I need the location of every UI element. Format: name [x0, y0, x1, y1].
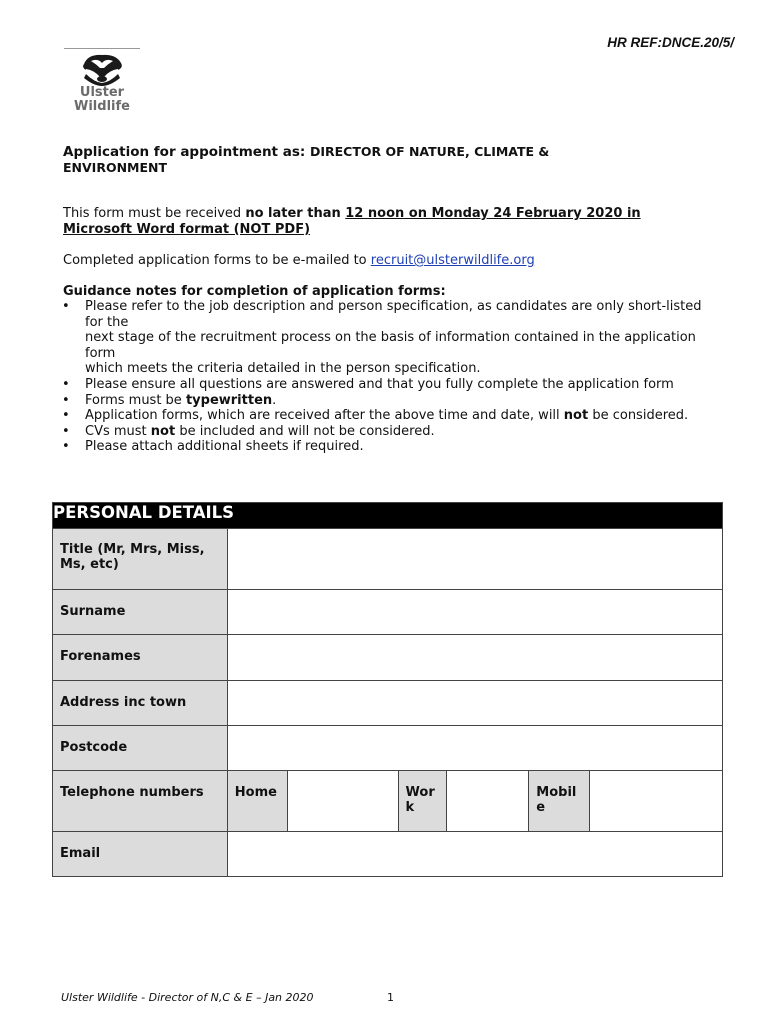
list-item [62, 299, 762, 377]
bullet-icon: • [62, 376, 70, 392]
postcode-field[interactable] [227, 726, 722, 771]
mobile-phone-field[interactable] [590, 771, 723, 832]
guidance-text: Please refer to the job description and person specification, as candidates are only short-listed [85, 299, 702, 314]
title-role-line2: ENVIRONMENT [63, 160, 168, 175]
bullet-icon: • [62, 423, 70, 439]
work-phone-field[interactable] [446, 771, 529, 832]
forenames-field[interactable] [227, 635, 722, 681]
work-phone-label [398, 771, 446, 832]
deadline-bold: no later than [245, 206, 346, 221]
guidance-text: which meets the criteria detailed in the person specification. [85, 361, 481, 377]
mobile-label-line1: Mobil [536, 785, 577, 800]
title-label-line1: Title (Mr, Mrs, Miss, [60, 542, 205, 557]
work-label-line2: k [405, 800, 415, 815]
guidance-text: be considered. [588, 408, 689, 424]
hr-reference: HR REF:DNCE.20/5/ [607, 35, 734, 50]
home-phone-field[interactable] [287, 771, 398, 832]
guidance-list [62, 299, 762, 455]
list-item [62, 408, 762, 424]
bullet-icon: • [62, 392, 70, 408]
guidance-text: next stage of the recruitment process on the basis of information contained in the application [85, 330, 696, 346]
address-label: Address inc town [53, 681, 228, 726]
footer-text: Ulster Wildlife - Director of N,C & E – Jan 2020 [61, 991, 314, 1004]
email-label: Email [53, 832, 228, 877]
guidance-text: . [272, 392, 277, 408]
forenames-label: Forenames [53, 635, 228, 681]
ulster-wildlife-logo [64, 52, 140, 118]
logo-rule [64, 48, 140, 49]
guidance-bold: typewritten [185, 392, 273, 408]
bullet-icon: • [62, 439, 70, 455]
personal-details-heading: PERSONAL DETAILS [53, 503, 723, 529]
page-number: 1 [387, 991, 394, 1004]
bullet-icon: • [62, 299, 70, 314]
list-item [62, 377, 762, 393]
postcode-label: Postcode [53, 726, 228, 771]
list-item [62, 439, 762, 455]
guidance-bold: not [563, 408, 589, 424]
email-instruction-text: Completed application forms to be e-mailed to [63, 253, 371, 268]
personal-details-table [52, 502, 723, 877]
guidance-heading: Guidance notes for completion of application forms: [63, 284, 446, 299]
list-item [62, 393, 762, 409]
logo-text-ulster: Ulster [79, 85, 125, 100]
mobile-label-line2: e [536, 800, 546, 815]
deadline-format: Microsoft Word format (NOT PDF) [63, 222, 311, 237]
guidance-text: form [85, 345, 116, 361]
title-prefix: Application for appointment as: [63, 144, 310, 160]
guidance-text: for the [85, 314, 129, 330]
email-field[interactable] [227, 832, 722, 877]
guidance-bold: not [150, 423, 176, 439]
bullet-icon: • [62, 408, 70, 424]
title-field[interactable] [227, 529, 722, 590]
recruit-email-link[interactable]: recruit@ulsterwildlife.org [370, 253, 535, 268]
title-role-line1: DIRECTOR OF NATURE, CLIMATE & [309, 144, 550, 159]
guidance-text: Application forms, which are received after the above time and date, will [85, 408, 564, 424]
list-item [62, 424, 762, 440]
email-instruction [63, 253, 535, 268]
deadline-paragraph [63, 206, 743, 238]
guidance-text: Please attach additional sheets if required. [85, 439, 364, 455]
page-title [63, 144, 703, 176]
guidance-text: Please ensure all questions are answered and that you fully complete the application form [85, 376, 674, 392]
work-label-line1: Wor [405, 785, 435, 800]
logo-text-wildlife: Wildlife [74, 99, 130, 114]
deadline-text: This form must be received [63, 206, 246, 221]
address-field[interactable] [227, 681, 722, 726]
badger-icon [64, 52, 140, 88]
guidance-text: be included and will not be considered. [175, 423, 435, 439]
guidance-text: Forms must be [85, 392, 186, 408]
surname-field[interactable] [227, 590, 722, 635]
title-label [53, 529, 228, 590]
title-label-line2: Ms, etc) [60, 557, 119, 572]
telephone-label: Telephone numbers [53, 771, 228, 832]
home-phone-label: Home [227, 771, 287, 832]
mobile-phone-label [529, 771, 590, 832]
surname-label: Surname [53, 590, 228, 635]
deadline-date: 12 noon on Monday 24 February 2020 in [345, 206, 641, 221]
guidance-text: CVs must [85, 423, 151, 439]
